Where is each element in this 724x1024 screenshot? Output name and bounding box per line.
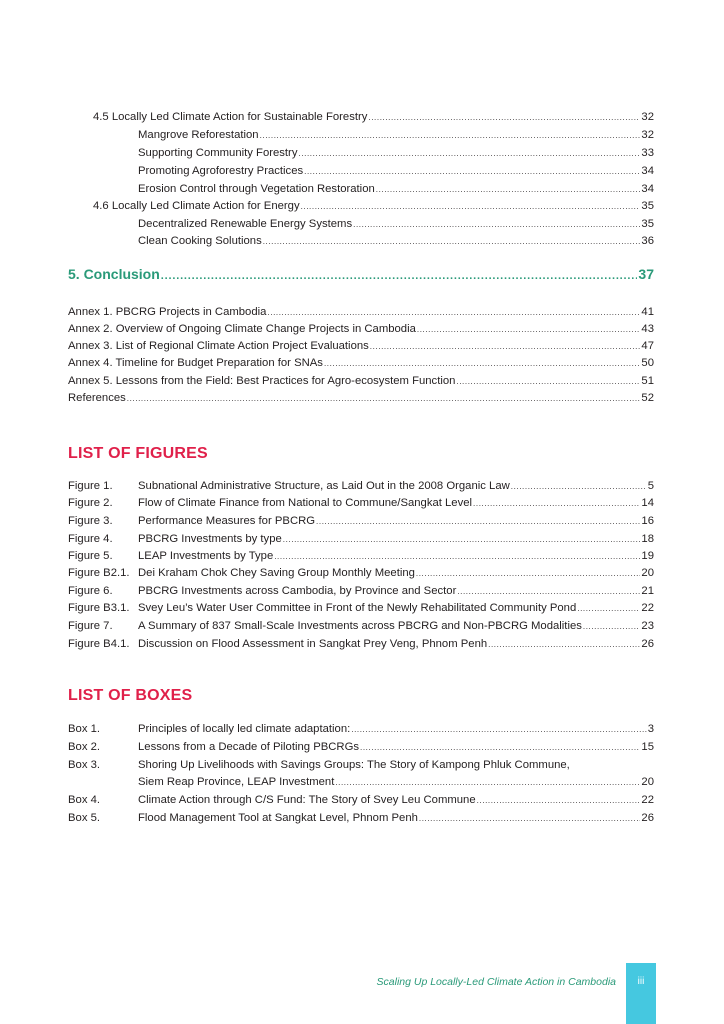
toc-entry[interactable]: Decentralized Renewable Energy Systems ..... 35 <box>138 217 654 231</box>
figure-entry[interactable]: Figure 2. Flow of Climate Finance from National to Commune/Sangkat Level ..... 14 <box>68 496 654 510</box>
toc-entry[interactable]: Supporting Community Forestry ..... 33 <box>138 146 654 160</box>
toc-annex[interactable]: Annex 3. List of Regional Climate Action Project Evaluations ..... 47 <box>68 339 654 353</box>
toc-annex[interactable]: Annex 1. PBCRG Projects in Cambodia ..... 41 <box>68 305 654 319</box>
toc-entry[interactable]: Clean Cooking Solutions ..... 36 <box>138 234 654 248</box>
toc-entry[interactable]: Mangrove Reforestation ..... 32 <box>138 128 654 142</box>
page-number: iii <box>637 976 645 987</box>
figure-entry[interactable]: Figure B3.1. Svey Leu’s Water User Committee in Front of the Newly Rehabilitated Community Pond ..... 22 <box>68 601 654 615</box>
box-entry[interactable]: Box 5. Flood Management Tool at Sangkat Level, Phnom Penh ..... 26 <box>68 811 654 825</box>
toc-annex[interactable]: Annex 4. Timeline for Budget Preparation for SNAs ..... 50 <box>68 356 654 370</box>
figure-entry[interactable]: Figure 4. PBCRG Investments by type ..... 18 <box>68 532 654 546</box>
figure-entry[interactable]: Figure B4.1. Discussion on Flood Assessment in Sangkat Prey Veng, Phnom Penh ..... 26 <box>68 637 654 651</box>
toc-entry[interactable]: 4.6 Locally Led Climate Action for Energy ..... 35 <box>93 199 654 213</box>
figure-entry[interactable]: Figure 6. PBCRG Investments across Cambodia, by Province and Sector ..... 21 <box>68 584 654 598</box>
box-entry[interactable]: Box 4. Climate Action through C/S Fund: The Story of Svey Leu Commune ..... 22 <box>68 793 654 807</box>
box-entry[interactable]: Box 2. Lessons from a Decade of Piloting PBCRGs ..... 15 <box>68 740 654 754</box>
figure-entry[interactable]: Figure 3. Performance Measures for PBCRG ..... 16 <box>68 514 654 528</box>
list-of-figures-heading: LIST OF FIGURES <box>68 445 208 462</box>
figure-entry[interactable]: Figure 1. Subnational Administrative Structure, as Laid Out in the 2008 Organic Law ..... 5 <box>68 479 654 493</box>
toc-entry[interactable]: Erosion Control through Vegetation Restoration ..... 34 <box>138 182 654 196</box>
toc-chapter-conclusion[interactable]: 5. Conclusion ..... 37 <box>68 267 654 282</box>
box-entry[interactable]: Box 1. Principles of locally led climate adaptation: ..... 3 <box>68 722 654 736</box>
toc-entry[interactable]: Promoting Agroforestry Practices ..... 34 <box>138 164 654 178</box>
figure-entry[interactable]: Figure 5. LEAP Investments by Type ..... 19 <box>68 549 654 563</box>
figure-entry[interactable]: Figure B2.1. Dei Kraham Chok Chey Saving Group Monthly Meeting ..... 20 <box>68 566 654 580</box>
box-entry-continuation[interactable]: Siem Reap Province, LEAP Investment ..... 20 <box>68 775 654 789</box>
toc-annex[interactable]: Annex 2. Overview of Ongoing Climate Change Projects in Cambodia ..... 43 <box>68 322 654 336</box>
list-of-boxes-heading: LIST OF BOXES <box>68 687 193 704</box>
toc-entry[interactable]: 4.5 Locally Led Climate Action for Sustainable Forestry ..... 32 <box>93 110 654 124</box>
toc-references[interactable]: References ..... 52 <box>68 391 654 405</box>
footer-document-title: Scaling Up Locally-Led Climate Action in Cambodia <box>376 976 616 988</box>
box-entry[interactable]: Box 3. Shoring Up Livelihoods with Savings Groups: The Story of Kampong Phluk Commune, <box>68 759 570 771</box>
figure-entry[interactable]: Figure 7. A Summary of 837 Small-Scale Investments across PBCRG and Non-PBCRG Modalities ..... 23 <box>68 619 654 633</box>
page-number-tab <box>626 963 656 1024</box>
toc-annex[interactable]: Annex 5. Lessons from the Field: Best Practices for Agro-ecosystem Function ..... 51 <box>68 374 654 388</box>
